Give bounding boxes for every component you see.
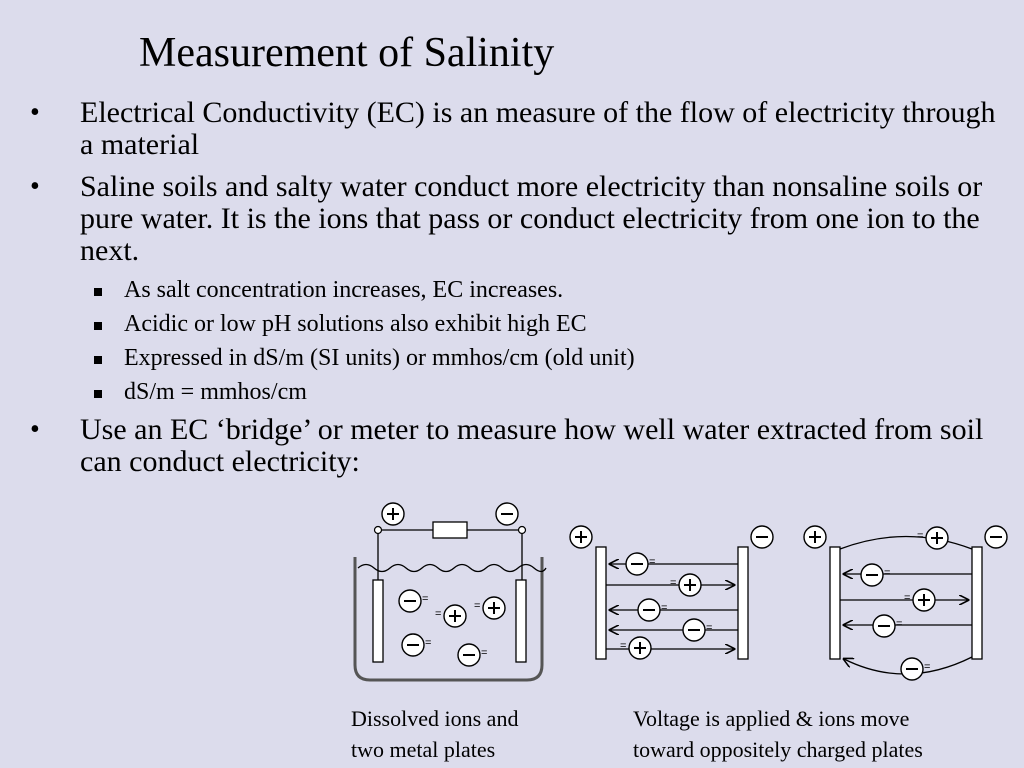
terminal [375, 527, 382, 534]
anion-icon [901, 658, 930, 680]
ion-tick: = [422, 593, 429, 605]
anion-icon [626, 553, 655, 575]
slide-title: Measurement of Salinity [139, 30, 555, 76]
plate-positive [596, 547, 606, 659]
ion-tick: = [481, 647, 488, 659]
metal-plate-right [516, 580, 526, 662]
ion-tick: = [896, 618, 903, 630]
water-surface [358, 565, 546, 572]
bullet-dot: • [30, 414, 40, 445]
plate-negative [972, 547, 982, 659]
metal-plate-left [373, 580, 383, 662]
sub-bullet-text: As salt concentration increases, EC increases. [124, 277, 564, 303]
caption-line: toward oppositely charged plates [633, 737, 923, 762]
field-diagram-2 [804, 526, 1007, 680]
anion-icon [638, 599, 667, 621]
ion-tick: = [670, 577, 677, 589]
bullet-text: Electrical Conductivity (EC) is an measure of the flow of electricity through a material [80, 96, 996, 161]
sub-bullet-text: Acidic or low pH solutions also exhibit high EC [124, 311, 587, 337]
negative-terminal-icon [985, 526, 1007, 548]
cation-icon [474, 597, 505, 619]
anion-icon [683, 619, 712, 641]
anion-icon [402, 634, 431, 656]
plate-negative [738, 547, 748, 659]
positive-terminal-icon [570, 526, 592, 548]
positive-terminal-icon [804, 526, 826, 548]
anion-icon [861, 564, 890, 586]
ion-tick: = [649, 556, 656, 568]
cation-icon [435, 605, 466, 627]
ion-tick: = [884, 567, 891, 579]
caption-left [351, 703, 518, 765]
cation-icon [917, 527, 948, 549]
sub-bullet-text: dS/m = mmhos/cm [124, 379, 307, 405]
ion-tick: = [425, 637, 432, 649]
bullet-text: Saline soils and salty water conduct more electricity than nonsaline soils or pure water. It is the ions that pass or conduct electricity from one ion to the next. [80, 170, 983, 267]
cation-icon [670, 574, 701, 596]
beaker-diagram [355, 503, 546, 680]
bullet-text: Use an EC ‘bridge’ or meter to measure how well water extracted from soil can conduct electricity: [80, 413, 984, 478]
cation-icon [904, 589, 935, 611]
resistor [433, 522, 467, 538]
ion-tick: = [904, 592, 911, 604]
ion-tick: = [435, 608, 442, 620]
caption-line: two metal plates [351, 737, 496, 762]
positive-terminal-icon [382, 503, 404, 525]
anion-icon [399, 590, 428, 612]
ion-tick: = [706, 622, 713, 634]
bullet-dot: • [30, 97, 40, 128]
caption-right [633, 703, 923, 765]
bullet-dot: • [30, 171, 40, 202]
ion-tick: = [924, 661, 931, 673]
negative-terminal-icon [751, 526, 773, 548]
anion-icon [458, 644, 487, 666]
plate-positive [830, 547, 840, 659]
anion-icon [873, 615, 902, 637]
cation-icon [620, 637, 651, 659]
field-curve-top [840, 537, 972, 550]
sub-bullet-text: Expressed in dS/m (SI units) or mmhos/cm (old unit) [124, 345, 635, 371]
terminal [519, 527, 526, 534]
caption-line: Dissolved ions and [351, 706, 519, 731]
ion-tick: = [661, 602, 668, 614]
ion-tick: = [917, 530, 924, 542]
caption-line: Voltage is applied & ions move [633, 706, 910, 731]
ion-tick: = [474, 600, 481, 612]
ion-tick: = [620, 640, 627, 652]
field-diagram-1 [570, 526, 773, 659]
negative-terminal-icon [496, 503, 518, 525]
